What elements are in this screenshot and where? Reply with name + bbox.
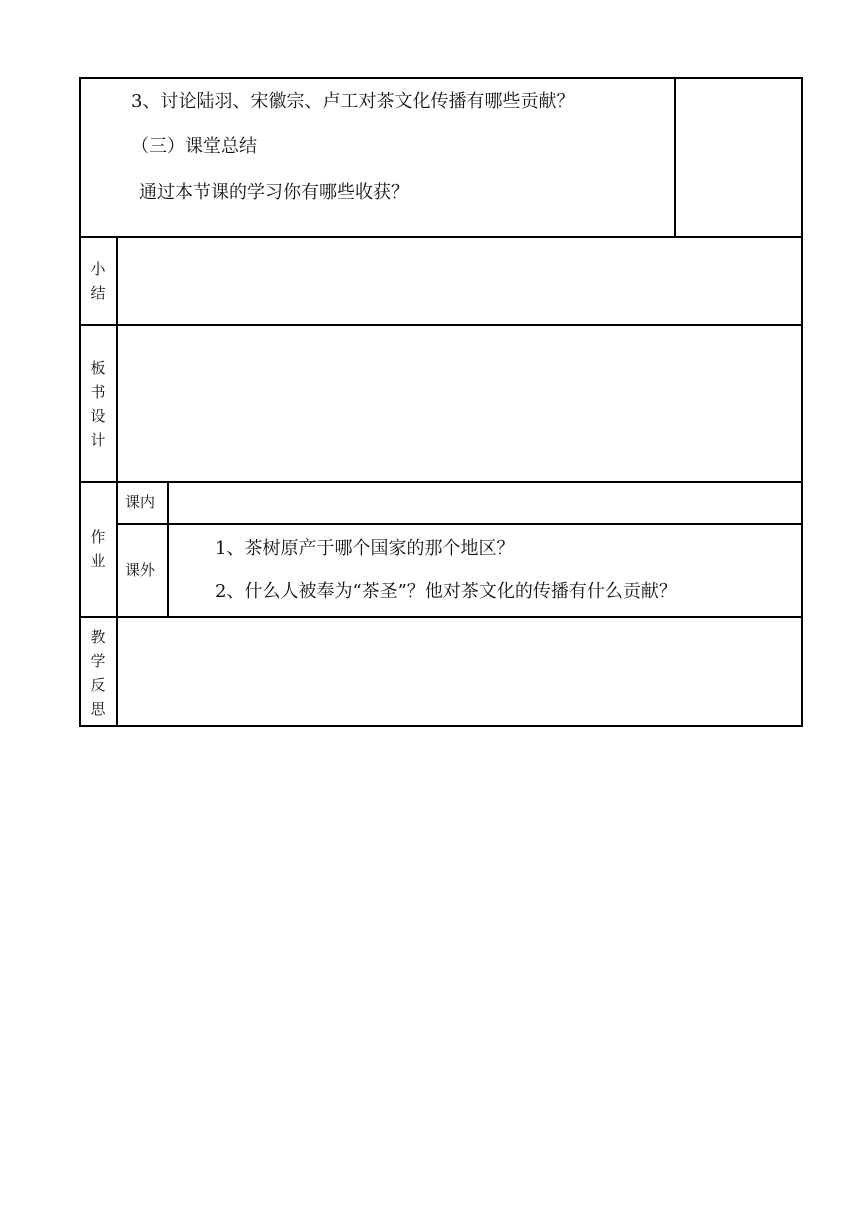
- out-of-class-label: 课外: [125, 561, 156, 579]
- homework-label-char: 作: [90, 528, 106, 546]
- label-column-divider: [116, 236, 118, 727]
- board-design-label-char: 设: [90, 407, 106, 425]
- teaching-reflection-label: [80, 625, 116, 721]
- board-design-label-char: 书: [90, 383, 106, 401]
- top-section-column-divider: [674, 77, 676, 238]
- summary-label-char: 小: [90, 260, 106, 278]
- reflection-label-char: 思: [90, 700, 106, 718]
- table-border-bottom: [79, 725, 803, 727]
- row-divider-homework: [79, 616, 803, 618]
- homework-subcolumn-divider: [167, 481, 169, 618]
- summary-question: 通过本节课的学习你有哪些收获？: [139, 182, 409, 203]
- row-divider-summary: [79, 324, 803, 326]
- row-divider-top-section: [79, 236, 803, 238]
- homework-label: [80, 525, 116, 573]
- reflection-label-char: 学: [90, 652, 106, 670]
- class-summary-heading: （三）课堂总结: [131, 136, 257, 157]
- row-divider-board-design: [79, 481, 803, 483]
- homework-label-char: 业: [90, 552, 106, 570]
- discussion-question: 3、讨论陆羽、宋徽宗、卢工对茶文化传播有哪些贡献？: [131, 91, 575, 112]
- reflection-label-char: 教: [90, 628, 106, 646]
- row-divider-homework-inner: [116, 523, 803, 525]
- board-design-label-char: 板: [90, 359, 106, 377]
- board-design-label: [80, 356, 116, 452]
- board-design-label-char: 计: [90, 431, 106, 449]
- in-class-label: 课内: [125, 493, 156, 511]
- homework-item: 1、茶树原产于哪个国家的那个地区？: [215, 538, 515, 559]
- summary-label: [80, 257, 116, 305]
- table-border-top: [79, 77, 803, 79]
- homework-item: 2、什么人被奉为“茶圣”？他对茶文化的传播有什么贡献？: [215, 581, 677, 602]
- summary-label-char: 结: [90, 284, 106, 302]
- reflection-label-char: 反: [90, 676, 106, 694]
- table-border-right: [801, 77, 803, 727]
